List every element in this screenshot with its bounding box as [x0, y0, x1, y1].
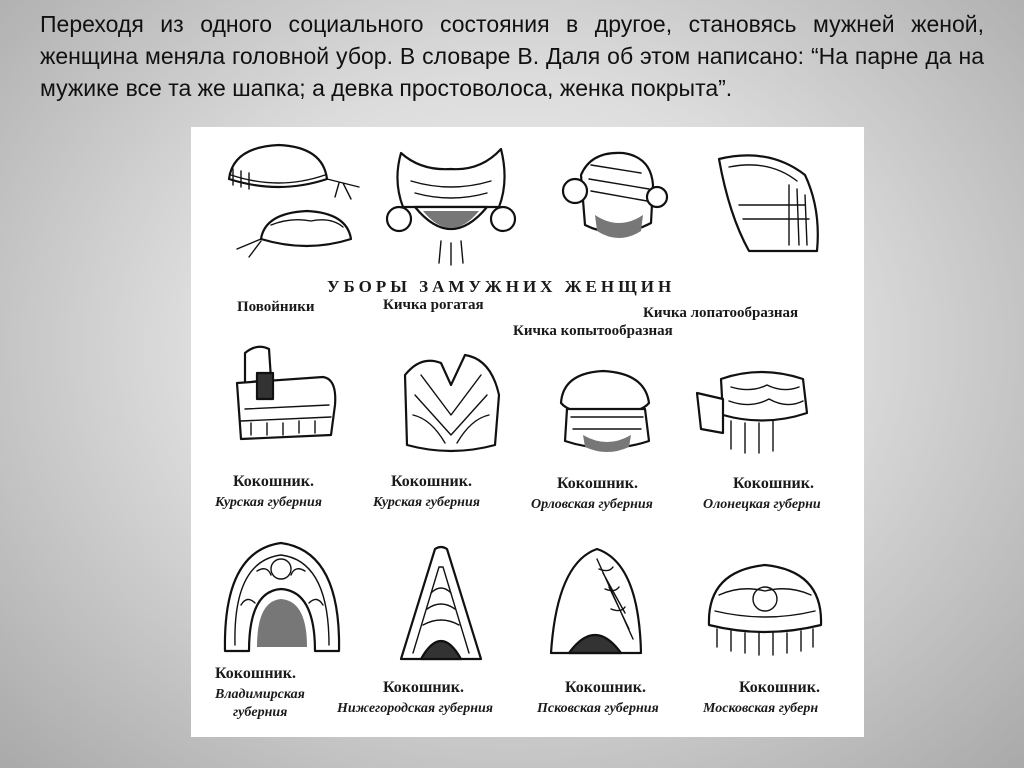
- kokoshnik-7-region: Псковская губерния: [537, 701, 659, 716]
- kokoshnik-6-region: Нижегородская губерния: [337, 701, 493, 716]
- kokoshnik-6-title: Кокошник.: [383, 679, 464, 696]
- kokoshnik-orel-drawing: [553, 363, 663, 463]
- kokoshnik-5-region-line2: губерния: [233, 705, 288, 720]
- kokoshnik-2-region: Курская губерния: [373, 495, 480, 510]
- kokoshnik-moscow-drawing: [697, 555, 833, 667]
- kichka-kopytoobraznaya-drawing: [561, 145, 671, 263]
- plate-heading: УБОРЫ ЗАМУЖНИХ ЖЕНЩИН: [327, 277, 676, 296]
- kokoshnik-pskov-drawing: [539, 543, 649, 661]
- label-kichka-lopatoobraznaya: Кичка лопатообразная: [643, 305, 799, 321]
- kokoshnik-5-title: Кокошник.: [215, 665, 296, 682]
- label-povoiniki: Повойники: [237, 299, 315, 315]
- kokoshnik-kursk-2-drawing: [391, 345, 511, 463]
- kokoshnik-4-title: Кокошник.: [733, 475, 814, 492]
- intro-paragraph: Переходя из одного социального состояния в другое, становясь мужней женой, женщина меняла головной убор. В словаре В. Даля об этом написано: “На парне да на мужике все та же шапка; а девка простоволоса, женка покрыта”.: [40, 11, 984, 101]
- kokoshnik-2-title: Кокошник.: [391, 473, 472, 490]
- kokoshnik-8-region: Московская губерн: [703, 701, 819, 716]
- kokoshnik-3-title: Кокошник.: [557, 475, 638, 492]
- kokoshnik-3-region: Орловская губерния: [531, 497, 653, 512]
- kichka-rogataya-drawing: [381, 141, 521, 269]
- povoinik-lower-drawing: [231, 205, 371, 265]
- kokoshnik-1-title: Кокошник.: [233, 473, 314, 490]
- kokoshnik-kursk-1-drawing: [227, 339, 347, 451]
- povoinik-upper-drawing: [219, 139, 369, 209]
- kokoshnik-7-title: Кокошник.: [565, 679, 646, 696]
- kokoshnik-vladimir-drawing: [217, 535, 347, 659]
- headdress-illustration-plate: [191, 127, 864, 737]
- label-kichka-kopytoobraznaya: Кичка копытообразная: [513, 323, 673, 339]
- kokoshnik-1-region: Курская губерния: [215, 495, 322, 510]
- kokoshnik-8-title: Кокошник.: [739, 679, 820, 696]
- kokoshnik-nizhny-drawing: [391, 543, 491, 667]
- kokoshnik-olonets-drawing: [691, 363, 821, 463]
- label-kichka-rogataya: Кичка рогатая: [383, 297, 484, 313]
- kokoshnik-5-region-line1: Владимирская: [215, 687, 305, 702]
- kichka-lopatoobraznaya-drawing: [709, 145, 829, 263]
- kokoshnik-4-region: Олонецкая губерни: [703, 497, 821, 512]
